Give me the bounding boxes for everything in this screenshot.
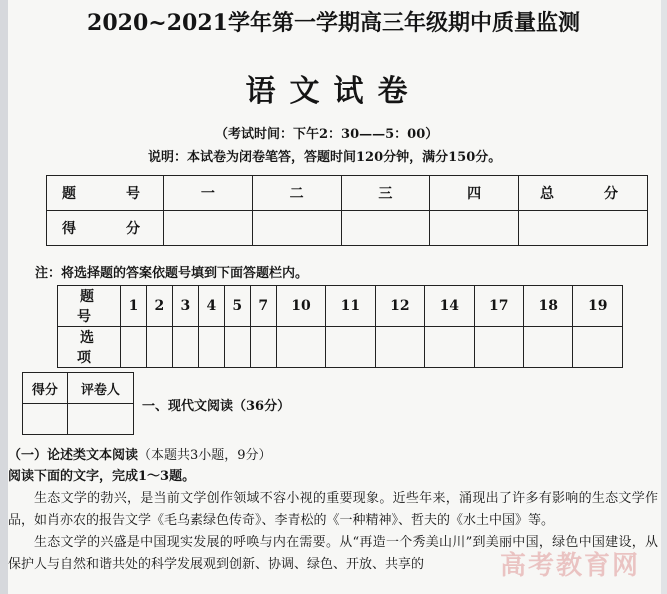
question-number: 5 xyxy=(224,286,250,327)
score-input-cell[interactable] xyxy=(164,211,253,246)
answer-input-cell[interactable] xyxy=(523,327,572,368)
score-table-header-row xyxy=(47,176,648,211)
question-number: 18 xyxy=(523,286,572,327)
question-number: 19 xyxy=(573,286,623,327)
watermark-logo: 高考教育网 xyxy=(500,551,641,581)
score-header-cell: 题 号 xyxy=(47,176,164,211)
answer-input-cell[interactable] xyxy=(573,327,623,368)
score-header-cell: 总 分 xyxy=(519,176,648,211)
grader-table xyxy=(22,372,134,435)
answer-input-cell[interactable] xyxy=(198,327,224,368)
score-header-cell: 二 xyxy=(252,176,341,211)
answer-table xyxy=(57,285,623,368)
question-number: 12 xyxy=(375,286,424,327)
score-input-cell[interactable] xyxy=(252,211,341,246)
answer-option-label: 选 项 xyxy=(58,327,121,368)
grader-name-cell[interactable] xyxy=(67,404,133,435)
answer-number-row xyxy=(58,286,623,327)
exam-note: 说明：本试卷为闭卷笔答，答题时间120分钟，满分150分。 xyxy=(148,150,502,165)
score-header-cell: 三 xyxy=(341,176,430,211)
question-number: 1 xyxy=(121,286,147,327)
question-number: 17 xyxy=(474,286,523,327)
answer-input-cell[interactable] xyxy=(250,327,276,368)
score-input-cell[interactable] xyxy=(341,211,430,246)
score-table-score-row xyxy=(47,211,648,246)
question-number: 7 xyxy=(250,286,276,327)
passage-paragraph: 生态文学的勃兴，是当前文学创作领域不容小视的重要现象。近些年来，涌现出了许多有影响的生态文学作品，如肖亦农的报告文学《毛乌素绿色传奇》、李青松的《一种精神》、哲夫的《水土中国》等。 xyxy=(8,491,658,528)
exam-header: 2020~2021学年第一学期高三年级期中质量监测 xyxy=(87,10,580,36)
question-number: 4 xyxy=(198,286,224,327)
answer-input-cell[interactable] xyxy=(172,327,198,368)
exam-time: （考试时间：下午2：30——5：00） xyxy=(215,127,439,142)
grader-score-cell[interactable] xyxy=(23,404,68,435)
answer-option-row xyxy=(58,327,623,368)
question-number: 14 xyxy=(425,286,474,327)
score-header-cell: 四 xyxy=(430,176,519,211)
question-number: 11 xyxy=(326,286,375,327)
answer-input-cell[interactable] xyxy=(375,327,424,368)
answer-input-cell[interactable] xyxy=(276,327,325,368)
answer-number-label: 题 号 xyxy=(58,286,121,327)
subsection-title: （一）论述类文本阅读 xyxy=(8,448,139,463)
score-label-cell: 得 分 xyxy=(47,211,164,246)
subsection-note: （本题共3小题，9分） xyxy=(138,448,272,463)
grader-score-label: 得分 xyxy=(23,373,68,404)
score-table xyxy=(46,175,648,246)
score-input-cell[interactable] xyxy=(519,211,648,246)
answer-input-cell[interactable] xyxy=(224,327,250,368)
question-number: 2 xyxy=(146,286,172,327)
answer-input-cell[interactable] xyxy=(326,327,375,368)
answer-instruction: 注：将选择题的答案依题号填到下面答题栏内。 xyxy=(35,266,309,281)
page-title: 语文试卷 xyxy=(245,74,422,109)
reading-instruction: 阅读下面的文字，完成1～3题。 xyxy=(8,469,196,484)
score-header-cell: 一 xyxy=(164,176,253,211)
answer-input-cell[interactable] xyxy=(146,327,172,368)
answer-input-cell[interactable] xyxy=(425,327,474,368)
passage-paragraph: 生态文学的兴盛是中国现实发展的呼唤与内在需要。从“再造一个秀美山川”到美丽中国，绿色中国建设，从保护人与自然和谐共处的科学发展观到创新、协调、绿色、开放、共享的 xyxy=(8,535,658,572)
grader-name-label: 评卷人 xyxy=(67,373,133,404)
question-number: 3 xyxy=(172,286,198,327)
section-heading: 一、现代文阅读（36分） xyxy=(142,399,291,414)
subsection-heading xyxy=(8,444,272,463)
answer-input-cell[interactable] xyxy=(474,327,523,368)
question-number: 10 xyxy=(276,286,325,327)
score-input-cell[interactable] xyxy=(430,211,519,246)
